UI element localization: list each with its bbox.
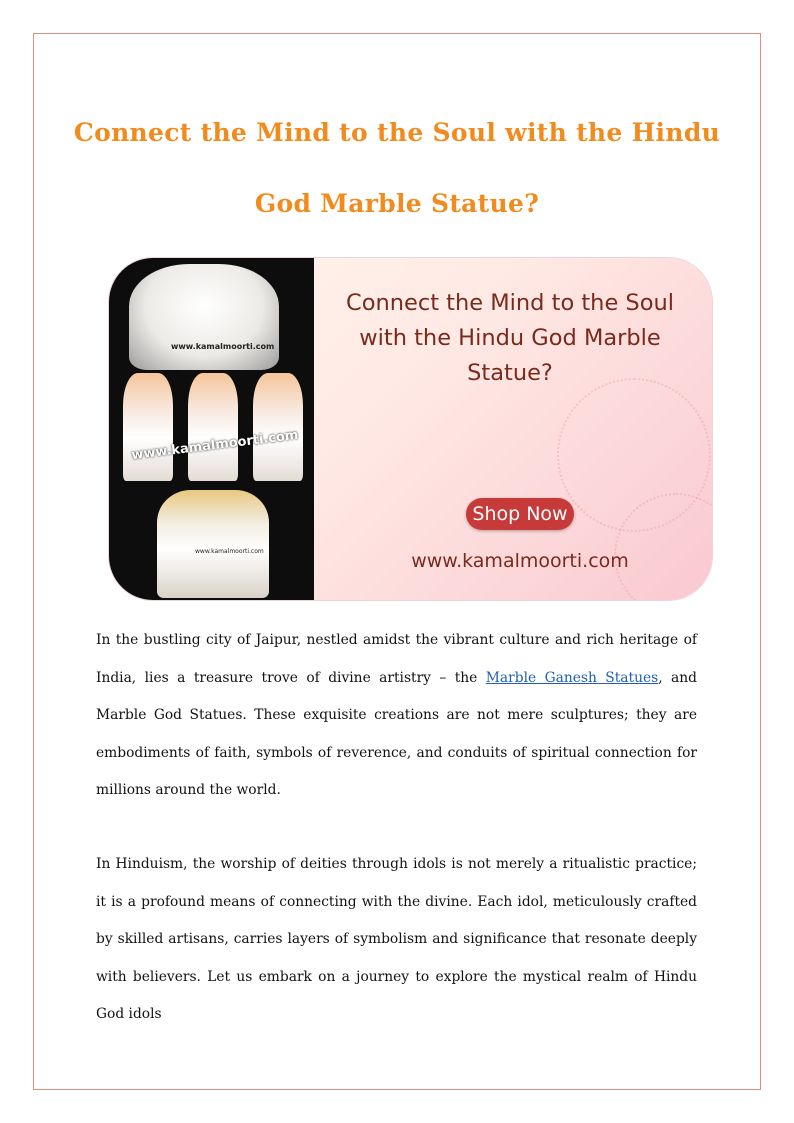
banner-headline: Connect the Mind to the Soul with the Hindu God Marble Statue?: [346, 290, 674, 386]
page-title-line-1: Connect the Mind to the Soul with the Hindu: [73, 118, 721, 147]
ganesh-watermark: www.kamalmoorti.com: [171, 342, 275, 351]
intro-text-after-link: , and Marble God Statues. These exquisite creations are not mere sculptures; they are embodiments of faith, symbols of reverence, and conduits of spiritual connection for millions around the world.: [96, 669, 697, 798]
intro-text-before-link: In the bustling city of Jaipur, nestled amidst the vibrant culture and rich heritage of India, lies a treasure trove of divine artistry – the: [96, 632, 697, 686]
banner-website: www.kamalmoorti.com: [411, 550, 629, 572]
promo-banner[interactable]: [109, 258, 712, 600]
statue-collage: [109, 258, 314, 600]
page-title-line-2: God Marble Statue?: [254, 189, 540, 218]
sita-statue-image: [188, 373, 238, 481]
krishna-watermark: www.kamalmoorti.com: [195, 548, 264, 555]
ganesh-statue-image: [129, 264, 279, 370]
marble-ganesh-statues-link[interactable]: Marble Ganesh Statues: [485, 669, 659, 686]
intro-paragraph: [96, 622, 697, 810]
radha-krishna-statue-image: [157, 490, 269, 598]
ram-statue-image: [123, 373, 173, 481]
shop-now-button[interactable]: Shop Now: [466, 498, 574, 530]
ram-darbar-watermark: www.kamalmoorti.com: [130, 427, 300, 464]
hinduism-paragraph: In Hinduism, the worship of deities through idols is not merely a ritualistic practice; it is a profound means of connecting with the divine. Each idol, meticulously crafted by skilled artisans, carries layers of symbolism and significance that resonate deeply with believers. Let us embark on a journey to explore the mystical realm of Hindu God idols: [96, 856, 697, 1022]
